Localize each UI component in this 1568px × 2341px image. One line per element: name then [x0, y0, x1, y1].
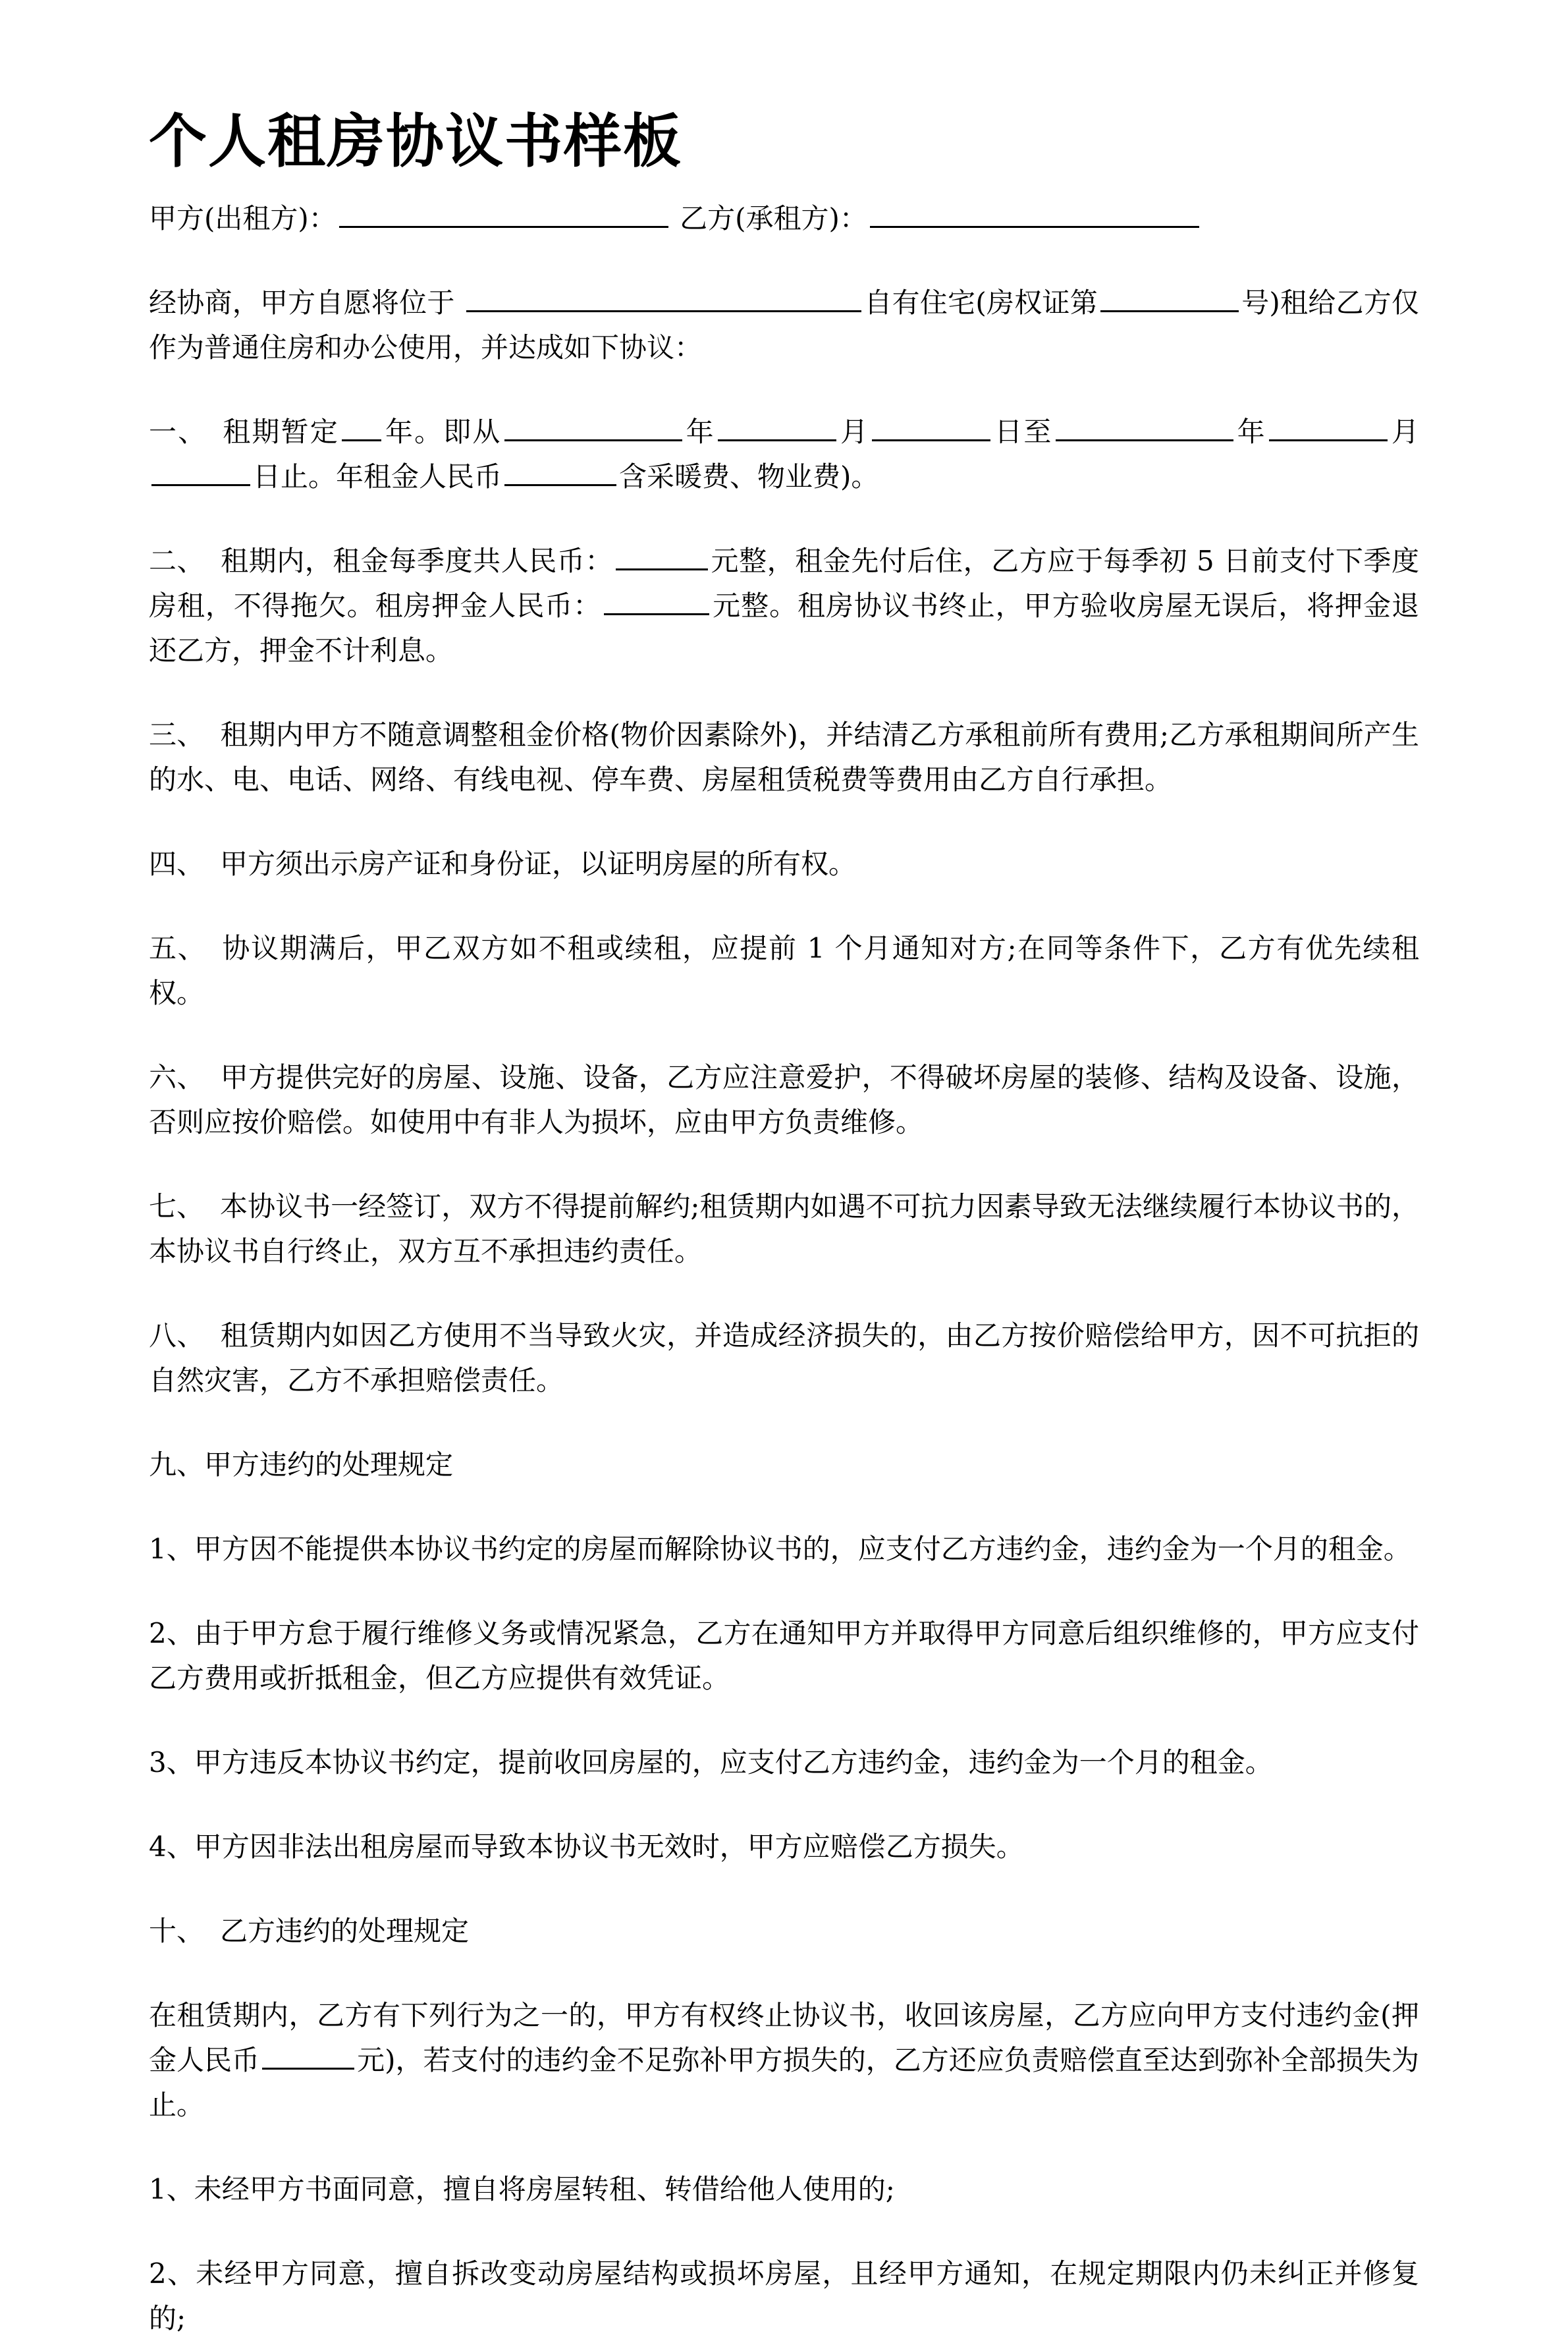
party-a-blank[interactable]	[339, 200, 668, 228]
section-9-item-4: 4、甲方因非法出租房屋而导致本协议书无效时，甲方应赔偿乙方损失。	[149, 1831, 1024, 1863]
clause-number: 二、	[149, 545, 205, 577]
start-month-blank[interactable]	[718, 413, 836, 441]
clause-text: 甲方提供完好的房屋、设施、设备，乙方应注意爱护，不得破坏房屋的装修、结构及设备、设施，否则应按价赔偿。如使用中有非人为损坏，应由甲方负责维修。	[149, 1061, 1419, 1138]
clause-text: 年。即从	[383, 416, 502, 448]
clause-3	[149, 713, 1419, 802]
clause-number: 八、	[149, 1319, 205, 1352]
clause-text: 本协议书一经签订，双方不得提前解约;租赁期内如遇不可抗力因素导致无法继续履行本协议书的，本协议书自行终止，双方互不承担违约责任。	[149, 1190, 1419, 1267]
clause-text: 年	[684, 416, 715, 448]
clause-1	[149, 410, 1419, 499]
annual-rent-blank[interactable]	[504, 458, 616, 486]
party-b-label: 乙方(承租方)：	[680, 202, 867, 234]
parties-line	[149, 196, 1419, 241]
clause-text: 租期内甲方不随意调整租金价格(物价因素除外)，并结清乙方承租前所有费用;乙方承租期间所产生的水、电、电话、网络、有线电视、停车费、房屋租赁税费等费用由乙方自行承担。	[149, 719, 1419, 796]
clause-4	[149, 842, 1419, 887]
location-blank[interactable]	[466, 284, 861, 312]
lease-years-blank[interactable]	[342, 413, 381, 441]
clause-number: 七、	[149, 1190, 205, 1223]
intro-text-1: 经协商，甲方自愿将位于	[149, 287, 455, 319]
clause-text: 年	[1235, 416, 1266, 448]
penalty-deposit-blank[interactable]	[262, 2041, 354, 2070]
clause-text: 甲方须出示房产证和身份证，以证明房屋的所有权。	[220, 848, 857, 880]
clause-text: 元整，租金先付后住，乙方应于每季初 5 日前支付下季度房租，不得拖欠。租房押金人民币：	[149, 545, 1419, 622]
clause-7	[149, 1184, 1419, 1274]
clause-text: 租赁期内如因乙方使用不当导致火灾，并造成经济损失的，由乙方按价赔偿给甲方，因不可抗拒的自然灾害，乙方不承担赔偿责任。	[149, 1319, 1419, 1396]
clause-text: 协议期满后，甲乙双方如不租或续租，应提前 1 个月通知对方;在同等条件下，乙方有优先续租权。	[149, 932, 1419, 1009]
section-heading-text: 乙方违约的处理规定	[220, 1915, 470, 1947]
clause-number: 十、	[149, 1915, 205, 1947]
section-10-paragraph	[149, 1993, 1419, 2128]
clause-5	[149, 926, 1419, 1016]
end-day-blank[interactable]	[151, 458, 250, 486]
section-10-item-1: 1、未经甲方书面同意，擅自将房屋转租、转借给他人使用的;	[149, 2173, 895, 2205]
party-b-blank[interactable]	[870, 200, 1199, 228]
deposit-blank[interactable]	[604, 587, 709, 615]
clause-2	[149, 539, 1419, 673]
clause-text: 租期内，租金每季度共人民币：	[221, 545, 613, 577]
clause-text: 月	[1390, 416, 1419, 448]
quarterly-rent-blank[interactable]	[616, 542, 708, 570]
clause-text: 含采暖费、物业费)。	[619, 460, 879, 493]
clause-8	[149, 1313, 1419, 1403]
document-title: 个人租房协议书样板	[149, 107, 683, 175]
clause-6	[149, 1055, 1419, 1145]
section-9-item-1: 1、甲方因不能提供本协议书约定的房屋而解除协议书的，应支付乙方违约金，违约金为一个月的租金。	[149, 1533, 1411, 1565]
clause-text: 日止。年租金人民币	[253, 460, 502, 493]
clause-text: 租期暂定	[223, 416, 339, 448]
section-10-heading	[149, 1909, 1419, 1954]
start-year-blank[interactable]	[504, 413, 682, 441]
party-a-label: 甲方(出租方)：	[149, 202, 337, 234]
clause-text: 在租赁期内，乙方有下列行为之一的，甲方有权终止协议书，收回该房屋，乙方应向甲方支付违约金(押金人民币	[149, 1999, 1419, 2076]
clause-number: 六、	[149, 1061, 205, 1093]
section-9-item-3: 3、甲方违反本协议书约定，提前收回房屋的，应支付乙方违约金，违约金为一个月的租金。	[149, 1746, 1273, 1778]
clause-number: 四、	[149, 848, 205, 880]
section-9-item-2: 2、由于甲方怠于履行维修义务或情况紧急，乙方在通知甲方并取得甲方同意后组织维修的，甲方应支付乙方费用或折抵租金，但乙方应提供有效凭证。	[149, 1617, 1419, 1694]
clause-text: 元整。租房协议书终止，甲方验收房屋无误后，将押金退还乙方，押金不计利息。	[149, 590, 1419, 667]
clause-number: 五、	[149, 932, 207, 964]
clause-number: 一、	[149, 416, 207, 448]
clause-text: 日至	[993, 416, 1053, 448]
clause-number: 三、	[149, 719, 205, 751]
intro-text-2: 自有住宅(房权证第	[864, 287, 1098, 319]
section-10-item-2: 2、未经甲方同意，擅自拆改变动房屋结构或损坏房屋，且经甲方通知，在规定期限内仍未纠正并修复的;	[149, 2257, 1419, 2334]
certificate-number-blank[interactable]	[1100, 284, 1239, 312]
end-month-blank[interactable]	[1269, 413, 1388, 441]
intro-paragraph	[149, 281, 1419, 370]
clause-text: 元)，若支付的违约金不足弥补甲方损失的，乙方还应负责赔偿直至达到弥补全部损失为止。	[149, 2044, 1419, 2121]
clause-text: 月	[838, 416, 870, 448]
section-9-heading: 九、甲方违约的处理规定	[149, 1448, 454, 1481]
intro-text-3: 号)租给乙方仅作为普通住房和办公使用，并达成如下协议：	[149, 287, 1419, 364]
start-day-blank[interactable]	[872, 413, 990, 441]
end-year-blank[interactable]	[1056, 413, 1233, 441]
